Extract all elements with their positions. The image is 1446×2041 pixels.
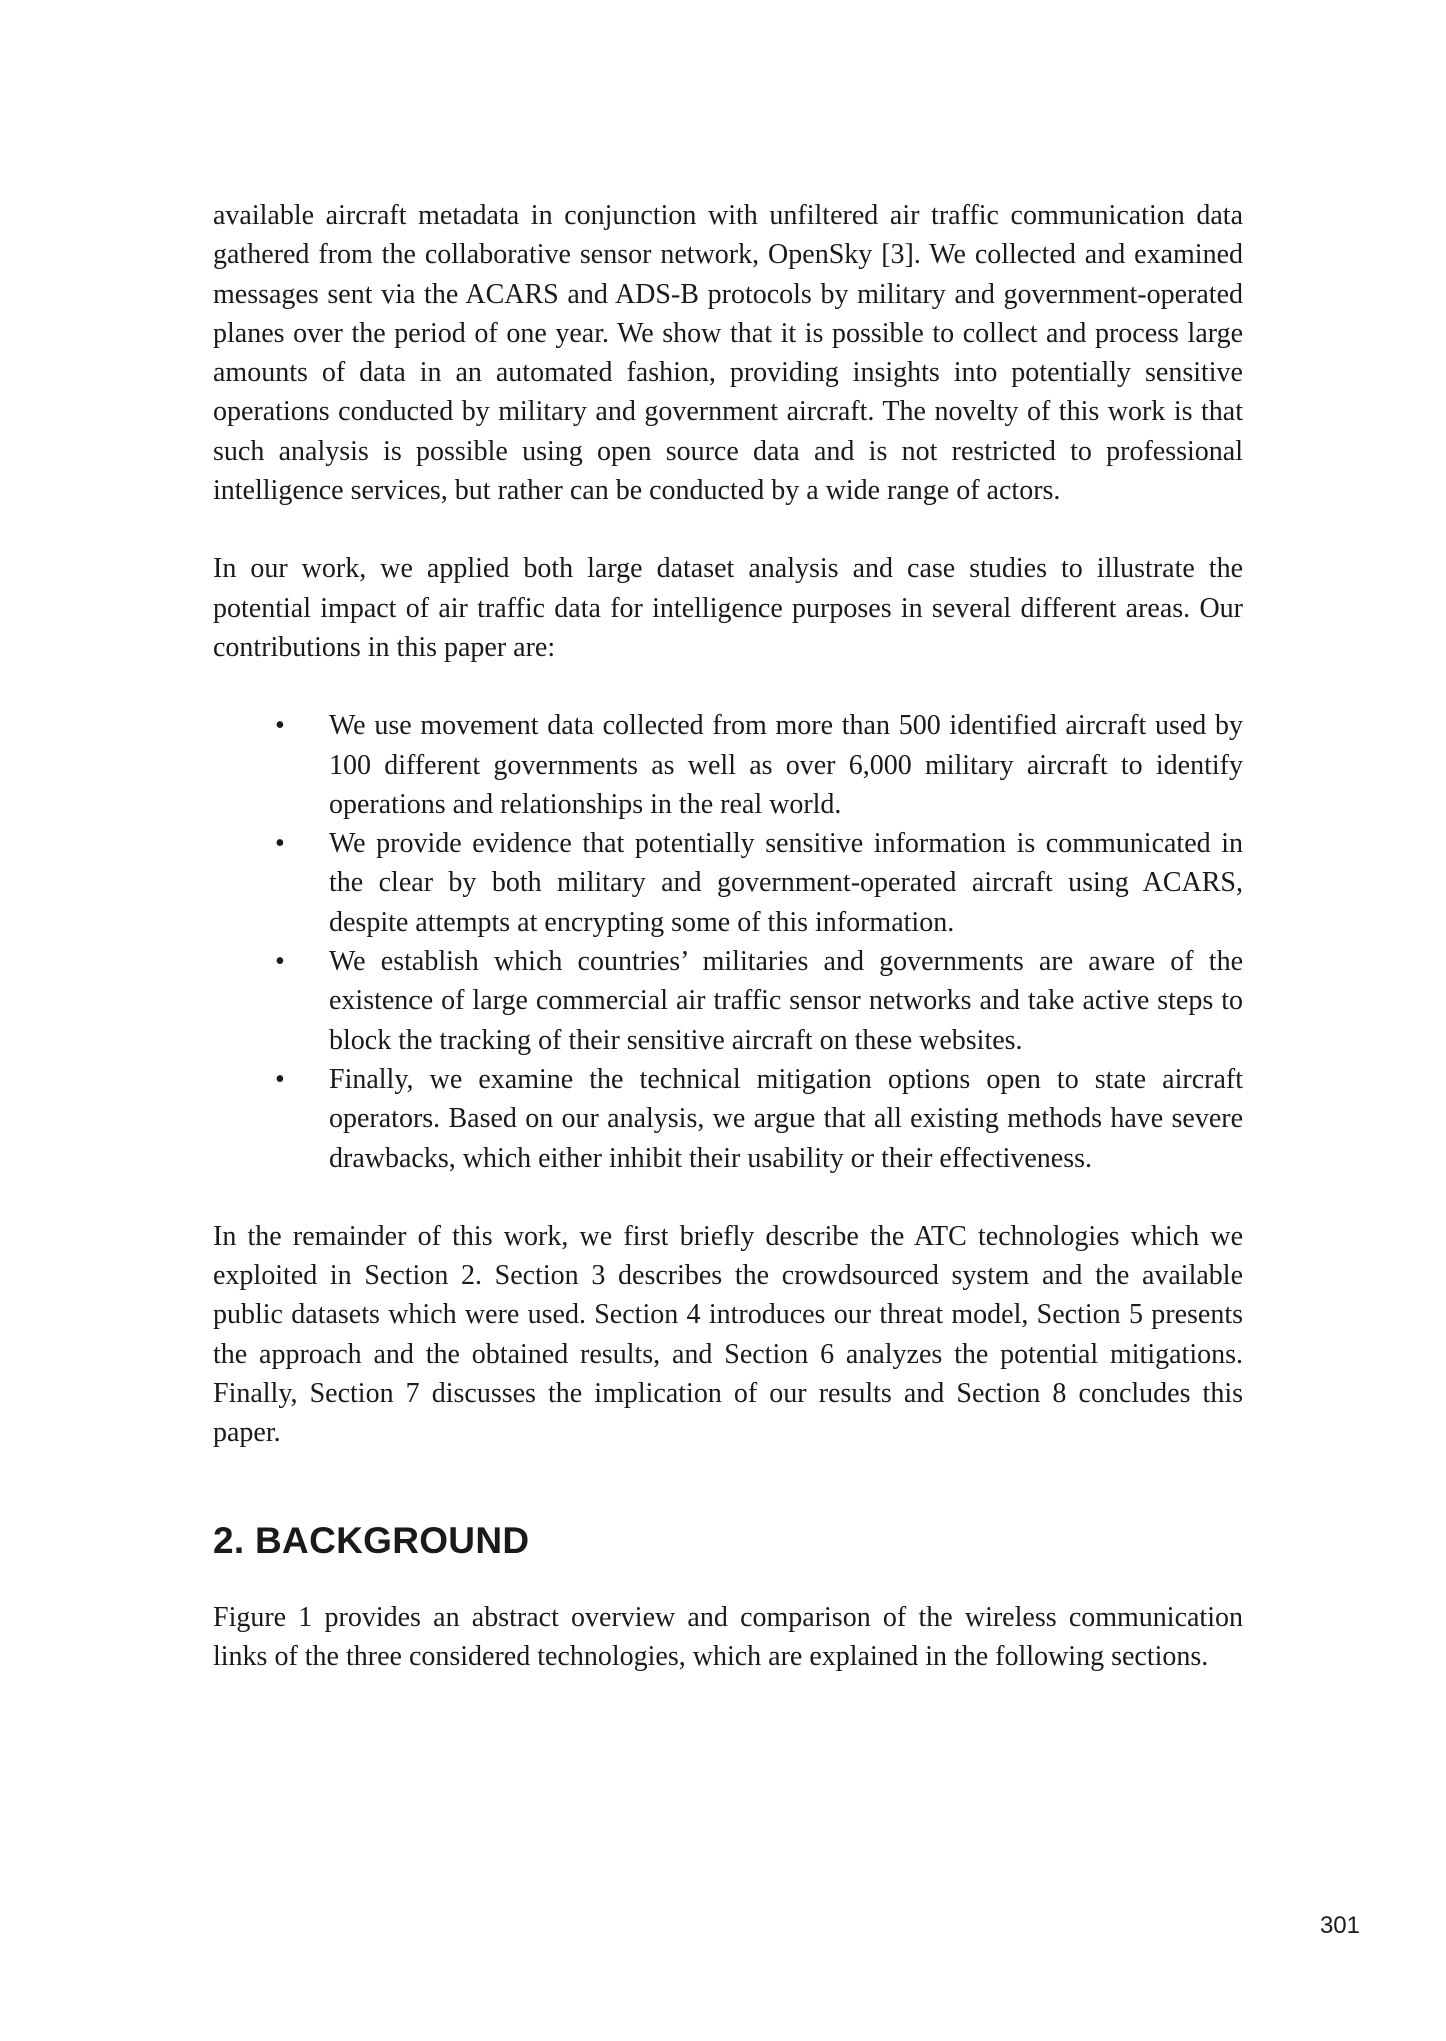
list-item-text: We establish which countries’ militaries and governments are aware of the existence of large commercial air traffic sensor networks and take active steps to block the tracking of their sensitive aircraft on these websites.	[329, 946, 1243, 1056]
section-gap	[213, 1453, 1243, 1519]
paragraph-gap	[213, 1178, 1243, 1217]
list-item-text: We use movement data collected from more than 500 identified aircraft used by 100 different governments as well as over 6,000 military aircraft to identify operations and relationships in the real world.	[329, 710, 1243, 820]
background-paragraph: Figure 1 provides an abstract overview and comparison of the wireless communication links of the three considered technologies, which are explained in the following sections.	[213, 1601, 1243, 1672]
page-number: 301	[1319, 1912, 1360, 1939]
remainder-paragraph: In the remainder of this work, we first briefly describe the ATC technologies which we exploited in Section 2. Section 3 describes the crowdsourced system and the available public datasets which were used. Section 4 introduces our threat model, Section 5 presents the approach and the obtained results, and Section 6 analyzes the potential mitigations. Finally, Section 7 discusses the implication of our results and Section 8 concludes this paper.	[213, 1220, 1243, 1449]
bullet-icon: •	[275, 946, 285, 978]
list-item	[213, 1060, 1243, 1178]
bullet-icon: •	[275, 828, 285, 860]
list-item	[213, 824, 1243, 942]
section-gap	[213, 1563, 1243, 1598]
work-paragraph: In our work, we applied both large dataset analysis and case studies to illustrate the potential impact of air traffic data for intelligence purposes in several different areas. Our contributions in this paper are:	[213, 553, 1243, 663]
list-item-text: Finally, we examine the technical mitigation options open to state aircraft operators. Based on our analysis, we argue that all existing methods have severe drawbacks, which either inhibit their usability or their effectiveness.	[329, 1063, 1243, 1174]
list-item-text: We provide evidence that potentially sensitive information is communicated in the clear by both military and government-operated aircraft using ACARS, despite attempts at encrypting some of this information.	[329, 828, 1243, 938]
paragraph-gap	[213, 667, 1243, 706]
list-item	[213, 706, 1243, 824]
intro-paragraph: available aircraft metadata in conjunction with unfiltered air traffic communication data gathered from the collaborative sensor network, OpenSky [3]. We collected and examined messages sent via the ACARS and ADS-B protocols by military and government-operated planes over the period of one year. We show that it is possible to collect and process large amounts of data in an automated fashion, providing insights into potentially sensitive operations conducted by military and government aircraft. The novelty of this work is that such analysis is possible using open source data and is not restricted to professional intelligence services, but rather can be conducted by a wide range of actors.	[213, 200, 1243, 507]
bullet-icon: •	[275, 1063, 285, 1095]
contributions-list	[213, 706, 1243, 1178]
page-body	[213, 196, 1243, 1676]
section-heading: 2. BACKGROUND	[213, 1519, 530, 1561]
list-item	[213, 942, 1243, 1060]
bullet-icon: •	[275, 710, 285, 742]
paragraph-gap	[213, 510, 1243, 549]
